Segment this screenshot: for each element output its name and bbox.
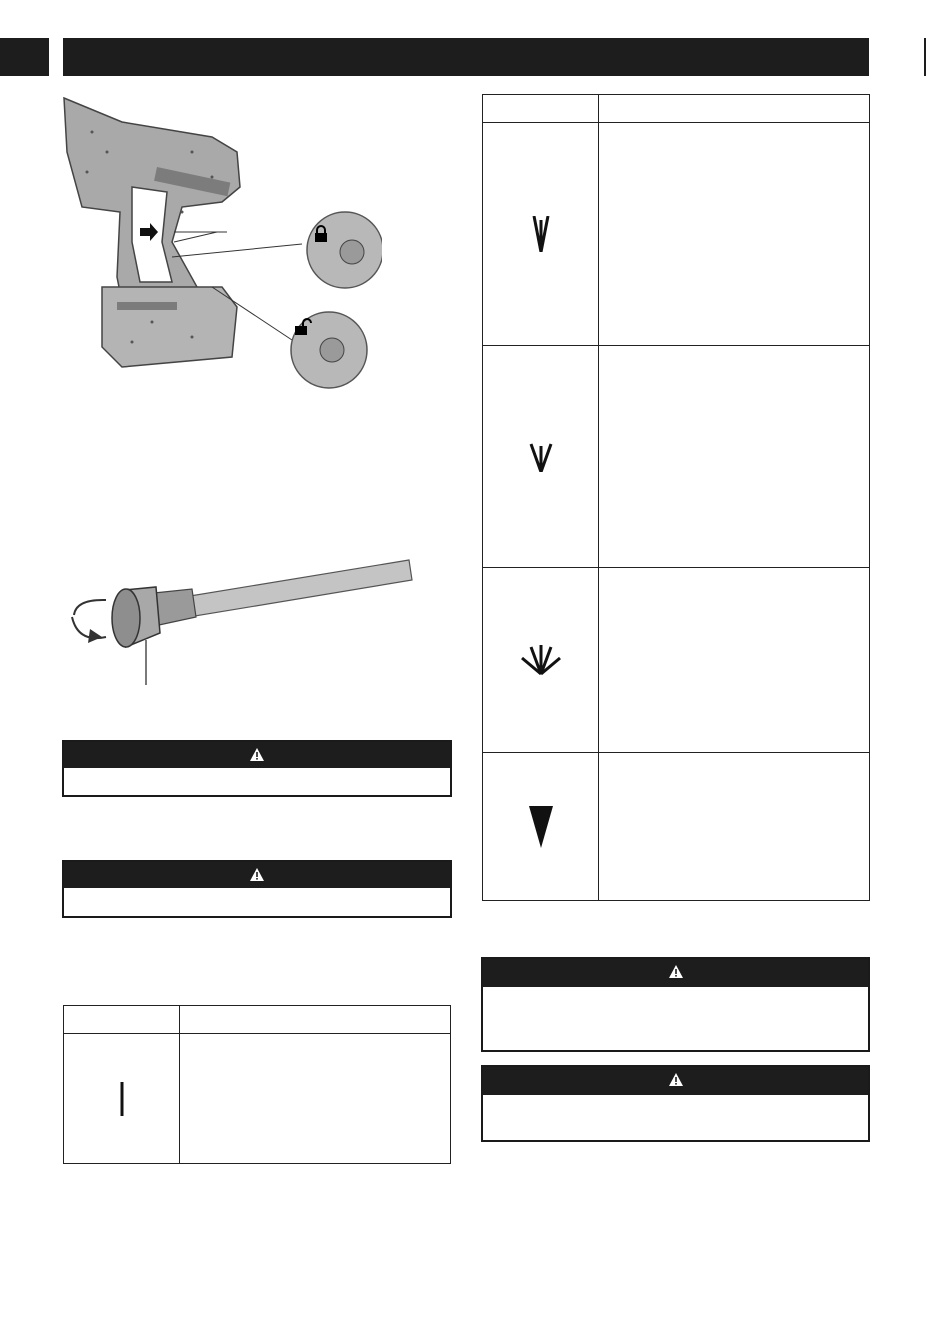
table-cell — [599, 123, 870, 346]
nozzle-table-right — [482, 94, 870, 901]
warning-box — [62, 740, 452, 797]
wand-nozzle-figure — [64, 555, 414, 690]
fifteen-degree-nozzle-icon — [483, 123, 599, 346]
warning-icon — [669, 965, 683, 978]
table-row — [483, 753, 870, 901]
warning-header — [64, 862, 450, 888]
soap-nozzle-icon — [483, 753, 599, 901]
warning-box — [481, 957, 870, 1052]
nozzle-table-left — [63, 1005, 451, 1164]
table-row — [483, 568, 870, 753]
warning-icon — [250, 868, 264, 881]
edge-mark — [924, 38, 926, 76]
table-header — [483, 95, 599, 123]
table-row — [483, 346, 870, 568]
warning-header — [64, 742, 450, 768]
forty-degree-nozzle-icon — [483, 568, 599, 753]
warning-header — [483, 1067, 868, 1095]
twenty-five-degree-nozzle-icon — [483, 346, 599, 568]
zero-degree-nozzle-icon — [64, 1034, 180, 1164]
lock-icon — [314, 225, 328, 243]
trigger-lock-figure — [62, 92, 382, 392]
table-cell — [599, 568, 870, 753]
table-cell — [599, 346, 870, 568]
header-tab — [0, 38, 49, 76]
table-row — [64, 1034, 451, 1164]
warning-box — [481, 1065, 870, 1142]
table-cell — [599, 753, 870, 901]
warning-icon — [669, 1073, 683, 1086]
header-title-bar — [63, 38, 869, 76]
table-header — [180, 1006, 451, 1034]
warning-icon — [250, 748, 264, 761]
unlock-icon — [294, 318, 312, 336]
table-row — [483, 123, 870, 346]
table-cell — [180, 1034, 451, 1164]
table-header — [64, 1006, 180, 1034]
warning-header — [483, 959, 868, 987]
warning-box — [62, 860, 452, 918]
table-header — [599, 95, 870, 123]
